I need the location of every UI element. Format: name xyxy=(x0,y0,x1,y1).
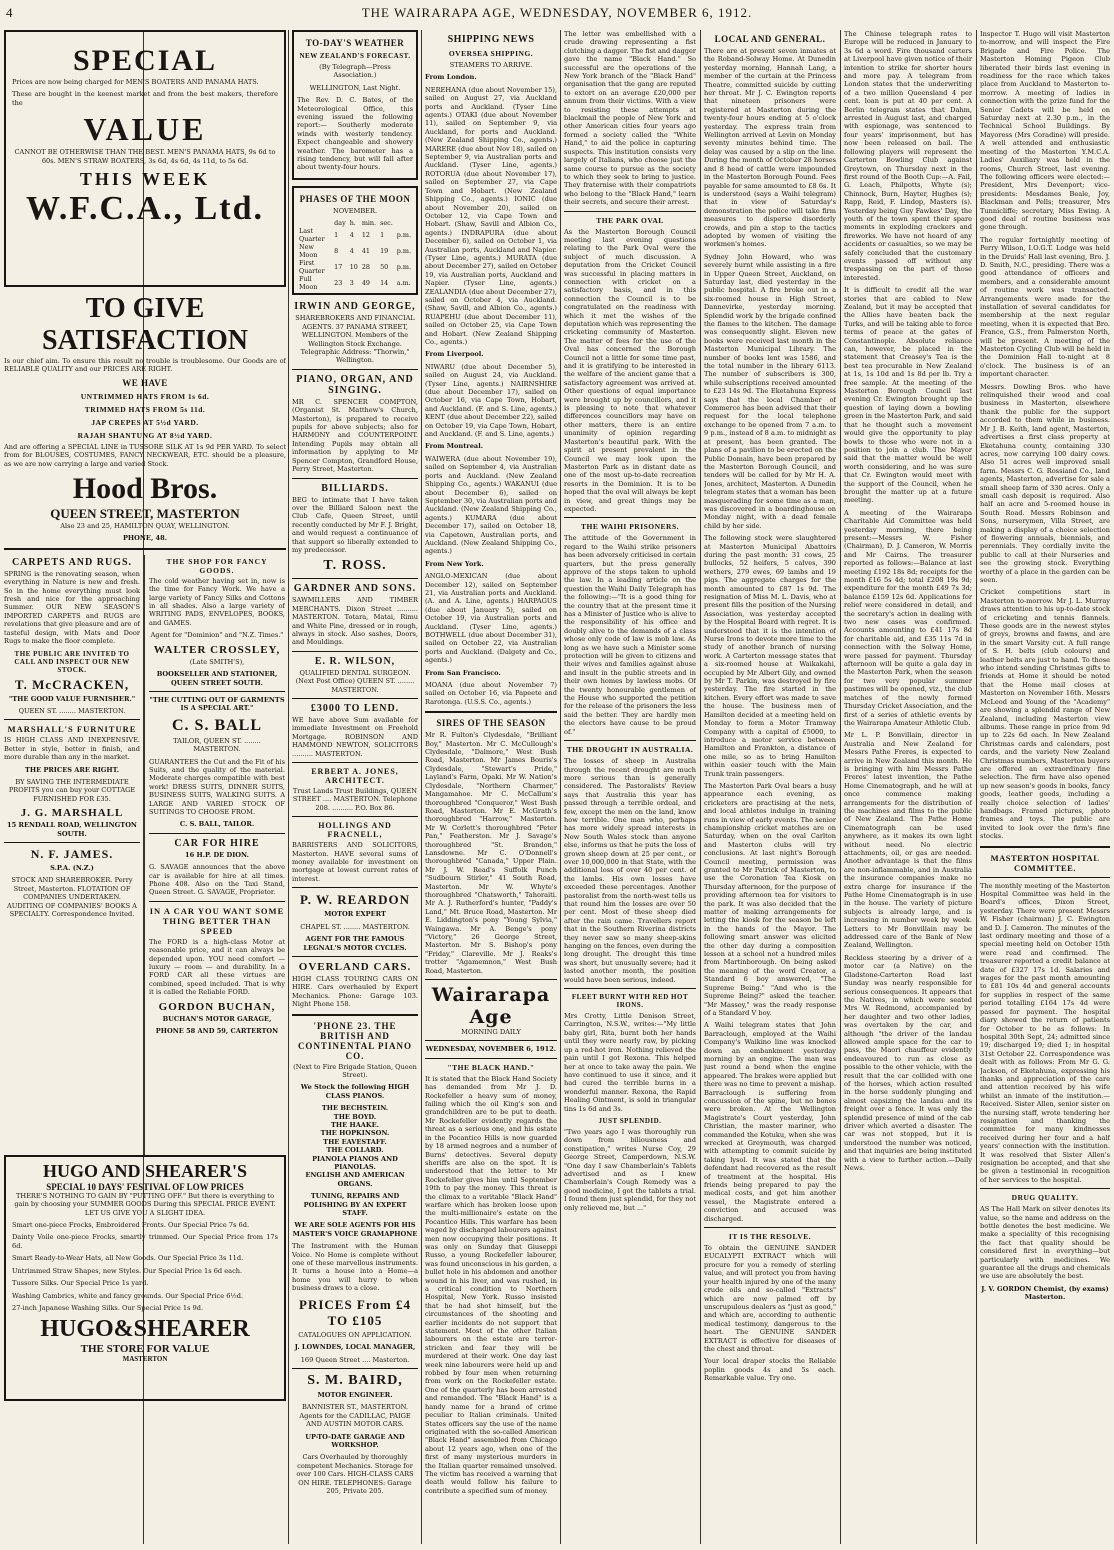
prisoners-title: THE WAIHI PRISONERS. xyxy=(580,522,679,532)
divider xyxy=(425,1040,557,1041)
page-number: 4 xyxy=(6,5,14,20)
moon-cell: p.m. xyxy=(396,231,411,240)
splendid-body: "Two years ago I was thoroughly run down from biliousness and constipation," writes Nurse Coy, 29 George Street, Camperdown, N.S.W. "One day I saw Chamberlain's Tablets advertised and as I knew Chamberlain's Cough Remedy was a good medicine, I got the tablets a trial. I found them just splendid, for they not only relieved me, but ..." xyxy=(564,1127,696,1212)
baird-name: S. M. BAIRD, xyxy=(307,1372,403,1388)
divider xyxy=(4,842,140,843)
editorial-continued: The letter was embellished with a crude drawing representing a fist clutching a dagger. The fist and dagger gave the name "Black Hand." So successful are the operations of the New York branch of the "Black Hand" organisation that the gang are reputed to extort on an average £20,000 per annum from their victims. With a view to resisting these attempts at blackmail the people of New York and other American cities four years ago formed a society called the "White Hand," to aid the police in capturing suspects. This institution consists very largely of Italians, who choose just the same course to pursue as the society to which they seek to bring to justice. They fraternise with their compatriots who belong to the "Black Hand," learn their secrets, and secure their arrest. xyxy=(564,30,696,207)
special-body-2: These are bought in the keenest market and from the best makers, therefore the xyxy=(12,90,278,107)
column-5 xyxy=(704,30,836,1544)
column-7 xyxy=(980,30,1110,1544)
column-1 xyxy=(4,30,286,1544)
ball-body: GUARANTEES the Cut and the Fit of his Suits, and the quality of the material. Moderate charges compatible with best work! DRESS SUITS, DINNER SUITS, BUSINESS SUITS, WALKING SUITS. A LARGE AND VARIED STOCK OF SUITINGS TO CHOOSE FROM. xyxy=(149,757,285,816)
baird-garage: UP-TO-DATE GARAGE AND WORKSHOP. xyxy=(305,1432,405,1449)
british-item: THE EAVESTAFF. xyxy=(323,1137,387,1146)
divider xyxy=(4,719,140,720)
column-rule xyxy=(976,30,977,1544)
local-body-2: Sydney John Howard, who was severely burnt while assisting in a fire in Upper Queen Street, Auckland, on Saturday last, died yesterday in the public hospital. A fire broke out in a six-roomed house in High Street, Dannevirke, yesterday morning. Splendid work by the brigade confined the flames to the kitchen. The damage was consequently slight. Eleven new books were received last month in the Masterton Municipal Library. The number of books lent was 1586, and the total number in the library 6113. The number of subscribers is 300, while subscriptions received amounted to £23 14s 9d. The Eketahuna Express says that the local Chamber of Commerce has been advised that their request for the local telephone exchange to be opened from 7 a.m. to 9 p.m., instead of 8 a.m. to midnight as at present, has been granted. The plans of a pavilion to be erected on the Public Domain, have been prepared by the Masterton Borough Council, and tenders will be called for by Mr H. A. Jones, architect, Masterton. A Dunedin telegram states that a woman has been masquerading for some time as a man, was discovered in a boardinghouse on Monday night, with a dead female child by her side. xyxy=(704,252,836,530)
moon-row xyxy=(297,275,413,291)
hood-address-2: Also 23 and 25, HAMILTON QUAY, WELLINGTON. xyxy=(60,522,230,531)
weather-body: The Rev. D. C. Bates, of the Meteorological Office, this evening issued the following report:— Southerly moderate winds with westerly tendency. Expect changeable and showery weather. The barometer has a rising tendency, but will fall after about twenty-four hours. xyxy=(297,96,413,172)
marshall-body: IS HIGH CLASS AND INEXPENSIVE. Better in style, better in finish, and more durable than any in the market. xyxy=(4,736,140,762)
oval-body: As the Masterton Borough Council meeting last evening questions relating to the Park Oval were the subject of much discussion. A deputation from the Cricket Council was successful in placing matters in connection with cricket on a satisfactory basis, and in this connection the Council is to be congratulated on the readiness with which it met the wishes of the deputation which was representing the cricketing community of Masterton. The matter of fees for the use of the Oval has concerned the Borough Council not a little for some time past, and it is gratifying to be interested in the welfare of the ancient game that a satisfactory agreement was arrived at. Other questions of equal importance were brought up by councillors, and it is pleasing to note that whatever differences councillors may have on other matters, there is an entire unanimity of opinion regarding Masterton's beautiful park. With the spirit at present prevalent in the Council we may look upon the Masterton Park as in distant date as one of the most up-to-date recreation resorts in the Dominion. It is to be hoped that the oval will always be kept in view, and great things may be expected. xyxy=(564,227,696,513)
hood-address: QUEEN STREET, MASTERTON xyxy=(50,506,240,522)
burnt-title: FLEET BURNT WITH RED HOT IRONS. xyxy=(571,993,689,1010)
we-have: WE HAVE xyxy=(122,377,168,388)
prices-range: PRICES From £4 TO £105 xyxy=(299,1296,411,1328)
hats-2: TRIMMED HATS FROM 5s 11d. xyxy=(84,404,206,414)
billiards-title: BILLIARDS. xyxy=(321,482,389,494)
local-body-3: The following stock were slaughtered at Masterton Municipal Abattoirs during the past month: 31 cows, 25 bullocks, 52 heifers, 5 calves, 390 wethers, 279 ewes, 69 lambs and 19 pigs. The aggregate charges for the month amounted to £87 1s 9d. The resignation of Miss M. L. Davis, who at present fills the position of the Nursing Association, was yesterday accepted by the Hospital Board with regret. It is understood that it is the intention of Nurse Irons to devote more time to the study of another branch of nursing work. A Carterton message states that a six-roomed house at Waikakahi, occupied by Mr Albert Gily, and owned by Mr T. Parkin, was destroyed by fire yesterday. The fire started in the kitchen. Every effort was made to save the house. The business men of Hamilton decided at a meeting held on Monday to form a Motor Tramway Company with a capital of £5000, to introduce a motor service between Hamilton and Frankton, a distance of one mile, so as to bring Hamilton within easier touch with the Main Trunk train passengers. xyxy=(704,534,836,778)
shop-body: The cold weather having set in, now is the time for Fancy Work. We have a large variety of Fancy Silks and Cottons in all shades. Also a large variety of WRITING PADS, ENVELOPES, BOOKS, and GAMES. xyxy=(149,576,285,627)
local-body-3: A meeting of the Wairarapa Charitable Aid Committee was held yesterday morning, there being present:—Messrs W. Fisher (Chairman), D. J. Cameron, W. Morris and Mr Cairns. The treasurer reported as follows:—Balance at last meeting £192 18s 8d; receipts for the month £16 5s 4d; total £208 19s 9d; expenditure for the month £49 7s 3d; balance £159 12s 6d. Applications for relief were considered in detail, and the secretary's action in dealing with two new cases was confirmed. Accounts amounting to £41 17s 8d for charitable aid, and £35 11s 7d in connection with the Solway Home, were passed for payment. Thursday afternoon will be quite a gala day in the Masterton Park, when the season for two very popular summer pastimes will be opened, viz., the club matches of the newly formed Thursday Cricket Association, and the first of a series of athletic events by the Wairarapa Amateur Athletic Club. xyxy=(844,508,972,727)
jones-body: Trust Lands Trust Buildings, QUEEN STREET .... MASTERTON. Telephone 208. .......... P.O. Box 86. xyxy=(292,787,418,812)
drug-title: DRUG QUALITY. xyxy=(1011,1193,1079,1203)
burnt-body: Mrs Crotty, Little Denison Street, Carrington, N.S.W., writes:—"My little baby girl, Rita, burnt both her hands until they were nearly raw, by picking up a red-hot iron. Nothing relieved the pain until I got Rexona. This helped her at once to take away the pain. We have continued to use it since, and it had cured the terrible burns in a wonderful manner. Rexona, the Rapid Healing Ointment, is sold in triangular tins 1s 6d and 3s. xyxy=(564,1012,696,1113)
hugo-item: Washing Cambrics, white and fancy grounds. Our Special Price 6½d. xyxy=(12,1291,244,1300)
ad-subcol-right xyxy=(149,555,285,1155)
sires-body: Mr R. Fulton's Clydesdale, "Brilliant Boy," Masterton. Mr C. McCullough's Clydesdale, "Dalmore," West Bush Road, Masterton. Mr James Bouris's Clydesdale, "Stewart's Pride," Layland's Farm, Opaki. Mr W. Nation's Clydesdale, "Northern Charmer," Mangamahoe. Mr C. McCallum's thoroughbred "Conqueror," West Bush Road, Masterton. Mr E. McGrath's thoroughbred "Harrow," Masterton. Mr W. Corlett's thoroughbred "Peter Pan," Featherston. Mr J. Savage's thoroughbred "St. Brandon," Lansdowne. Mr C. O'Donnell's thoroughbred "Canada," Upper Plain. Mr J. W. Read's Suffolk Punch "Sudbourn Stirler," 41 South Road, Masterton. Mr W. Whyte's thoroughbred "Chatsworth," Tahoraiti. Mr A. J. Rutherford's hunter, "Paddy's Land," Mt. Bruce Road, Masterton. Mr E. Liddington's pony "Young Sylvia," Waingawa. Mr A. Benge's pony "Victory," 26 George Street, Masterton. Mr S. Bishop's pony "Friday," Clareville. Mr J. Reaks's trotter "Agamemnon," West Bush Road, Masterton. xyxy=(425,731,557,975)
local-body-4: The Masterton Park Oval bears a busy appearance each evening, as cricketers are practising at the nets, and local athletes indulge in training runs in view of early events. The senior championship cricket matches are on Saturday, when on the oval Carlton and Masterton clubs will try conclusions. At last night's Borough Council meeting, permission was granted to Mr Patrick of Masterton, to use the Coronation Tea Kiosk on Thursday afternoon, for the purpose of providing afternoon tea for visitors to the park. It was also decided that the matter of making arrangements for letting the kiosk for the season be left in the hands of the Mayor. The following smart answer was elicited the other day during a composition lesson at a school not a hundred miles from Martinborough. On being asked the meaning of the word Creator, a Standard 6 boy answered, "The Supreme Being." "And who is the Supreme Being?" asked the teacher. "Mr Massey," was the ready response of a Standard V boy. xyxy=(704,781,836,1017)
special-title: SPECIAL xyxy=(72,44,218,77)
moon-header-cell xyxy=(297,219,332,227)
resolve-title: IT IS THE RESOLVE. xyxy=(728,1232,812,1242)
moon-box xyxy=(292,186,418,295)
ross-name: T. ROSS. xyxy=(323,558,387,574)
column-3 xyxy=(425,30,557,1544)
gardner-body: SAWMILLERS AND TIMBER MERCHANTS. Dixon Street .......... MASTERTON. Totara, Matai, Rimu and White Pine, dressed or in rough, always in stock. Also sashes, Doors, and Mouldings. xyxy=(292,596,418,647)
lend-title: £3000 TO LEND. xyxy=(310,703,400,714)
divider xyxy=(292,816,418,817)
car-body: G. SAVAGE announces that the above car is available for hire at all times. Phone 408. Also on the Taxi Stand, Queen Street. G. SAVAGE, Proprietor. xyxy=(149,863,285,897)
ball-sign: C. S. BALL, TAILOR. xyxy=(179,820,255,829)
moon-cell: First Quarter xyxy=(299,259,325,276)
moon-cell: 19 xyxy=(380,247,389,256)
british-body: The Instrument with the Human Voice. No Home is complete without one of these marvellous instruments. It turns a house into a Home—a home you will hurry to when business draws to a close. xyxy=(292,1242,418,1293)
drug-body: AS The Hall Mark on silver denotes its value, so the name and address on the bottle denotes the best medicine. We make a speciality of this recognising the fact that quality should be considered first in everything—but particularly with medicines. We guarantee all the drugs and chemicals we use are absolutely the best. xyxy=(980,1205,1110,1281)
moon-row xyxy=(297,227,413,243)
local-body: Inspector T. Hugo will visit Masterton to-morrow, and will inspect the Fire Brigade and Fire Police. The Masterton Homing Pigeon Club liberated their birds last evening in readiness for the race which takes place from Auckland to Masterton to-morrow. A meeting of ladies in connection with the prize fund for the Senior Cadets will be held on Saturday next at 2.30 p.m., in the Technical School Buildings. By Mayoress (Mrs Coradine) will preside. A well attended and enthusiastic meeting of the Masterton Y.M.C.A. Ladies' Auxiliary was held in the rooms, Church Street, last evening. The following officers were elected:—President, Mrs Devenport; vice-presidents: Mesdames Beale, Joy, Blackman and Pells; treasurer, Mrs Tunnicliffe; secretary, Miss Ewing. A good deal of routine business was gone through. xyxy=(980,30,1110,232)
moon-cell: Last Quarter xyxy=(299,227,325,244)
give-satisfaction-title: TO GIVE SATISFACTION xyxy=(42,293,248,356)
moon-cell: p.m. xyxy=(396,247,411,256)
lend-body: WE have above Sum available for immediate Investment on Freehold Mortgage. ROBINSON AND HAMMOND NEWTON, SOLICITORS .......... MASTERTON. xyxy=(292,716,418,758)
moon-month: NOVEMBER. xyxy=(332,207,378,215)
moon-cell: 12 xyxy=(361,231,370,240)
piano-title: PIANO, ORGAN, AND SINGING. xyxy=(296,373,414,396)
moon-cell: Full Moon xyxy=(299,275,318,292)
hugo-item: Smart one-piece Frocks, Embroidered Fronts. Our Special Price 7s 6d. xyxy=(12,1221,250,1230)
column-4 xyxy=(564,30,696,1544)
moon-cell: 14 xyxy=(380,279,389,288)
british-address: (Next to Fire Brigade Station, Queen Street). xyxy=(293,1062,417,1079)
oversea-title: OVERSEA SHIPPING. xyxy=(448,49,534,58)
moon-cell: 23 xyxy=(334,279,343,288)
hood-bros-logo: Hood Bros. xyxy=(72,472,218,506)
column-rule xyxy=(421,30,422,1544)
moon-cell: 1 xyxy=(380,231,385,240)
local-body: The Chinese telegraph rates to Europe will be reduced in January to 3s 6d a word. Fire thousand carters at Liverpool have given notice of their intention to strike for shorter hours and more pay. A telegram from London states that the underwriting of a two million Queensland 4 per cent. loan is put at 40 per cent. A Berlin telegram states that Dahm, arrested in August last, and charged with espionage, was sentenced to four years' imprisonment, but has now been released on bail. The following players will represent the Carterton Bowling Club against Greytown, on Thursday next in the first round of the Booth Cup:—A. Fail, G. Leach, Philpotts, Whyte (s); Chinnock, Burn, Hayter, Hughes (s); Rapp, Reid, F. Lindop, Masters (s). Yesterday being Guy Fawkes' Day, the youth of the town spent their spare moments in exploding crackers and fireworks. We have not heard of any accidents or casualties, so we may be safely concluded that the customary events passed off without any trespassing on the part of those interested. xyxy=(844,30,972,282)
paper-subtitle: MORNING DAILY xyxy=(461,1028,521,1037)
moon-cell: 28 xyxy=(361,263,370,272)
hugo-footer: MASTERTON xyxy=(122,1355,168,1364)
james-role: S.P.A. (N.Z.) xyxy=(50,863,94,872)
divider xyxy=(4,548,286,550)
piano-body: MR C. SPENCER COMPTON, (Organist St. Matthew's Church, Masterton), is prepared to receive pupils for above subjects; also for HARMONY and COUNTERPOINT. Intending Pupils may obtain all information by applying to Mr Spencer Compton, Grandford House, Perry Street, Masterton. xyxy=(292,397,418,474)
moon-cell: 17 xyxy=(334,263,343,272)
hugo-tagline: THE STORE FOR VALUE xyxy=(80,1343,210,1356)
ford-title: IN A CAR YOU WANT SOME THING BETTER THAN SPEED xyxy=(149,905,285,936)
from-liverpool: From Liverpool. xyxy=(425,350,484,359)
baird-body: BANNISTER ST., MASTERTON. Agents for the CADILLAC, PAIGE AND AUSTIN MOTOR CARS. xyxy=(299,1403,411,1429)
divider xyxy=(564,740,696,741)
from-new-york: From New York. xyxy=(425,559,484,568)
jones-name: ERBERT A. JONES, ARCHITECT. xyxy=(311,767,399,786)
hood-phone: PHONE, 48. xyxy=(122,534,168,543)
hugo-title: HUGO AND SHEARER'S xyxy=(42,1160,248,1181)
moon-cell: p.m. xyxy=(396,263,411,272)
carpets-body: SPRING is the renovating season, when everything in Nature is new and fresh. So in the home everything must look fresh and nice for the approaching Summer. OUR NEW SEASON'S IMPORTED CARPETS and RUGS are revelations that give pleasure and are of tasteful design, with Mats and Door Rugs to make the floor complete. xyxy=(4,569,140,646)
hospital-title: MASTERTON HOSPITAL COMMITTEE. xyxy=(990,852,1100,873)
james-body: STOCK AND SHAREBROKER. Perry Street, Masterton. FLOTATION OF COMPANIES UNDERTAKEN. AUDITING OF COMPANIES' BOOKS A SPECIALTY. Correspondence Invited. xyxy=(7,876,137,918)
local-body-5: Reckless steering by a driver of a motor car (a Native) on the Gladstone-Carterton Road last Sunday was nearly responsible for serious consequences. It appears that the Natives, in which were seated Mrs W. Redmond, accompanied by her daughter and two other ladies, was overtaken by the car, and although "the driver of the landau allowed ample space for the car to pass, the Maori chauffeur evidently endeavoured to run as close as possible to the other vehicle, with the result that the car collided with one of the horses, which action resulted in the horse suddenly plunging and almost capsizing the landau and its freight over a fence. It was only the splendid presence of mind of the cab driver which averted a disaster. The car was not stopped, but it is understood the number was noticed, and that inquiries are being instituted with a view to further action.—Daily News. xyxy=(844,953,972,1173)
hugo-logo: HUGO&SHEARER xyxy=(40,1316,250,1343)
wfca-logo: W.F.C.A., Ltd. xyxy=(25,190,265,228)
divider xyxy=(425,711,557,713)
divider xyxy=(292,578,418,579)
moon-cell: 4 xyxy=(349,247,354,256)
divider xyxy=(149,691,285,692)
ball-name: C. S. BALL xyxy=(171,716,263,734)
divider xyxy=(425,979,557,980)
divider xyxy=(980,1188,1110,1189)
weather-place: WELLINGTON, Last Night. xyxy=(309,83,401,92)
moon-cell: a.m. xyxy=(396,279,411,288)
moon-header-cell: min. xyxy=(361,219,377,228)
british-item: PIANOLA PIANOS AND PIANOLAS. xyxy=(312,1154,398,1171)
weather-title: TO-DAY'S WEATHER xyxy=(305,38,405,48)
british-item: ENGLISH AND AMERICAN ORGANS. xyxy=(305,1171,405,1188)
irwin-name: IRWIN AND GEORGE, xyxy=(294,301,416,313)
hugo-item: Smart Ready-to-Wear Hats, all New Goods. Our Special Price 3s 11d. xyxy=(12,1254,244,1263)
wilson-name: E. R. WILSON, xyxy=(314,655,396,667)
hats-4: RAJAH SHANTUNG AT 8½d YARD. xyxy=(77,430,213,440)
reardon-address: CHAPEL ST. ........ MASTERTON. xyxy=(300,922,410,931)
moon-header-cell xyxy=(395,219,413,227)
hugo-item: Untrimmed Straw Shapes, new Styles. Our Special Price 1s 6d each. xyxy=(12,1266,243,1275)
divider xyxy=(149,901,285,902)
moon-cell: 3 xyxy=(349,279,354,288)
moon-cell: 4 xyxy=(349,231,354,240)
divider xyxy=(292,887,418,888)
moon-cell: 10 xyxy=(349,263,358,272)
column-rule xyxy=(700,30,701,1544)
irwin-body: SHAREBROKERS AND FINANCIAL AGENTS. 37 PANAMA STREET, WELLINGTON. Members of the Wellington Stock Exchange. Telegraphic Address: "Thorwin," Wellington. xyxy=(295,314,415,365)
buchan-name: GORDON BUCHAN, xyxy=(158,1000,276,1013)
ford-body: The FORD is a high-class Motor at reasonable price, and it can always be depended upon. YOU need comfort — luxury — room — and durability. In a FORD CAR all these virtues are combined, speed included. That is why it is called the Reliable FORD. xyxy=(149,937,285,997)
reardon-role: MOTOR EXPERT xyxy=(324,910,386,919)
resolve-body: To obtain the GENUINE SANDER EUCALYPTI EXTRACT which will procure for you a remedy of sterling value, and will protect you from having your health injured by one of the many crude oils and so-called "Extracts" which are now palmed off by unscrupulous dealers as "just as good," and which are, according to authentic medical testimony, dangerous to the heart. The GENUINE SANDER EXTRACT is effective for diseases of the chest and throat. xyxy=(704,1244,836,1353)
moon-row xyxy=(297,259,413,275)
moon-header-cell: h. xyxy=(349,219,356,228)
carpets-title: CARPETS AND RUGS. xyxy=(11,556,133,568)
hugo-shearer-advert xyxy=(4,1155,286,1401)
shipping-body-5: MOANA (due about November 7) sailed on October 16, via Papeete and Rarotonga. (U.S.S. Co., agents.) xyxy=(425,681,557,706)
lowndes-name: J. LOWNDES, LOCAL MANAGER, xyxy=(294,1343,416,1352)
ad-subcol-left xyxy=(4,555,140,1155)
hospital-body: The monthly meeting of the Masterton Hospital Committee was held in the Board's offices, Dixon Street, yesterday. There were present Messrs W. Fisher (chairman) J. C. Ewington and D. J. Cameron. The minutes of the last ordinary meeting and those of a special meeting held on October 15th were read and confirmed. The treasurer reported a credit balance at date of £327 17s 1d. Salaries and wages for the past month amounting to £81 10s 4d and general accounts for supplies in respect of the same period totalling £164 17s 4d were passed for payment. The hospital diary showed the return of patients for October to be as follows: In hospital 30th Sept, 24; admitted since 19; discharged 19; died 1; in hospital 31st October 22. Correspondence was dealt with as follows: From Mr G. G. Jackson, of Eketahuna, expressing his thanks and appreciation of the care and attention received by his wife whilst an inmate of the institution.—Received. Sister Allen, senior sister on the nursing staff, wrote tendering her resignation and thanking the committee for many kindnesses received during her four and a half years' connection with the institution. It was resolved that Sister Allen's resignation be accepted, and that she be given a testimonial in recognition of her services to the hospital. xyxy=(980,881,1110,1184)
hollings-body: BARRISTERS AND SOLICITORS, Masterton. HAVE several sums of money available for investment on mortgage at lowest current rates of interest. xyxy=(292,841,418,883)
divider xyxy=(292,698,418,699)
divider xyxy=(564,517,696,518)
divider xyxy=(564,988,696,989)
column-rule xyxy=(560,30,561,1544)
hats-3: JAP CREPES AT 5½d YARD. xyxy=(91,417,199,427)
value-body: CANNOT BE OTHERWISE THAN THE BEST. MEN'S PANAMA HATS, 9s 6d to 60s. MEN'S STRAW BOATERS, 3s 6d, 4s 6d, 4s 11d, to 5s 6d. xyxy=(14,148,276,165)
splendid-title: JUST SPLENDID. xyxy=(598,1116,662,1125)
value-title: VALUE xyxy=(83,111,207,148)
local-body-2: It is difficult to credit all the war stories that are cabled to New Zealand, but it may be accepted that the Allies have beaten back the Turks, and will be taking able to force terms of peace at the gates of Constantinople. Absolute reliance can, however, be placed in the statement that Creasey's Tea is the best tea procurable in New Zealand at 1s, 1s 10d and 1s 8d per lb. Try a free sample. At the meeting of the Masterton Borough Council last evening Cr. Ewington brought up the question of laying down a bowling green in the Masterton Park, and said that he thought such a movement would give the opportunity to play bowls to those who were not in a position to join a club. The Mayor said that the matter would be well worth considering, and he was sure that Cr. Ewington would meet with the support of the Council, when he brought the matter up at a future meeting. xyxy=(844,286,972,505)
local-body-5: A Waihi telegram states that John Barraclough, employed at the Waihi Company's Waikino line was knocked down an embankment yesterday morning by an engine. The man was just round a bend when the engine appeared. The brakes were applied but there was no time to prevent a mishap. Barraclough is suffering from concussion of the spine, but no bones were broken. At the Wellington Magistrate's Court yesterday, John Christian, the master mariner, who commanded the Kotuku, when she was wrecked at Greymouth, was charged with attempting to commit suicide by taking lysol. It was stated that the defendant had recovered as the result of treatment at the hospital. His friends being prepared to pay the medical costs, and get him another vessel, the Magistrate entered a conviction and accused was discharged. xyxy=(704,1021,836,1223)
hollings-name: HOLLINGS AND FRACNELL, xyxy=(318,821,392,840)
public-title: THE PUBLIC ARE INVITED TO CALL AND INSPECT OUR NEW STOCK. xyxy=(14,649,130,674)
divider xyxy=(425,1058,557,1059)
moon-header-cell: sec. xyxy=(380,219,393,228)
divider xyxy=(292,369,418,370)
column-rule xyxy=(288,30,289,1544)
mccracken-address: QUEEN ST. ........ MASTERTON. xyxy=(18,706,126,715)
local-general-title: LOCAL AND GENERAL. xyxy=(714,34,826,44)
special-body: Prices are now being charged for MEN'S BOATERS AND PANAMA HATS. xyxy=(12,78,259,86)
moon-header-cell: day xyxy=(334,219,346,228)
british-stock: We Stock the following HIGH CLASS PIANOS. xyxy=(300,1083,410,1100)
resolve-footer: Your local draper stocks the Reliable poplin goods 4s and 5s each. Remarkable value. Try one. xyxy=(704,1357,836,1383)
reardon-agent: AGENT FOR THE FAMOUS LEGNAL'S MOTOR CYCLES. xyxy=(303,935,407,952)
baird-role: MOTOR ENGINEER. xyxy=(317,1390,393,1399)
local-body-3: Messrs. Dowling Bros. who have relinquished their wood and coal business in Masterton, elsewhere thank the public for the support accorded to them while in business. Mr J. B. Keith, land agent, Masterton, advertises a first class property at Eketahuna county, containing 330 acres, now carrying 100 dairy cows. Also 51 acres well improved small farm. Messrs C. G. Rossiand Co., land agents, Masterton, advertise for sale a small sheep farm of 330 acres. Only a small cash deposit is required. Also half an acre and 5-roomed house in South Road. Messrs Robinson and Sons, nurserymen, Villa Street, are making a display of a choice selection of flowering annuals, biennials, and perennials. They cordially invite the public to call at their Nurseries and see the growing stock. Everything worthy of a place in the garden can be seen. xyxy=(980,382,1110,584)
local-body-2: The regular fortnightly meeting of Perry Wilson, I.O.G.T. Lodge was held in the Druids' Hall last evening, Bro. J. D. Smith, N.C., presiding. There was a good attendance of officers and members, and a considerable amount of routine work was transacted. Arrangements were made for the installation of several candidates for membership at the next regular meeting, when it is expected that Bro. France, G.S., from Palmerston North, will be present. A meeting of the Masterton Cycling Club will be held in the Dominion Hall to-night at 8 o'clock. The business is of an important character. xyxy=(980,235,1110,379)
moon-table xyxy=(297,219,413,291)
divider xyxy=(980,846,1110,848)
marshall-address: 15 RENDALL ROAD, WELLINGTON SOUTH. xyxy=(7,821,137,838)
shipping-body-4: ANGLO-MEXICAN (due about December 12), sailed on September 21, via Australian ports and Auckland. (A. and A. Line, agents.) HARPAGUS (due about January 5), sailed on October 19, via Australian ports and Auckland. (Tyser Line, agents.) BOTHWELL (due about December 31), sailed on October 22, via Australian ports and Auckland. (Dalgety and Co., agents.) xyxy=(425,572,557,665)
car-spec: 16 H.P. DE DION. xyxy=(185,850,249,859)
james-name: N. F. JAMES. xyxy=(30,846,114,861)
prisoners-body: The attitude of the Government in regard to the Waihi strike prisoners has been adversely criticised in certain quarters, but the press generally approve of the steps taken to uphold the law. In a leading article on the question the Waihi Daily Telegraph has the following:—"It is a good thing for the country that at the present time it has a Minister of Justice who is alive to the responsibility of his office and doubly alive to the demands of a class whose only code of law is mob law. As long as we have such a Minister some protection will be given to citizens and their wives and families against abuse and insult in the public streets and in their own homes by lawless mobs. Of the twenty honourable gentlemen of the House who supported the petition for the release of the prisoners the less said the better. They are hardly men the electors have cause to be proud of." xyxy=(564,534,696,736)
local-body-4: Cricket competitions start in Masterton to-morrow. Mr J. L. Murray draws attention to his up-to-date stock of cricketing and tennis flannels. These goods are in the newest styles of greys, browns and fawns, and are in the smart Varsity cut. A full range of S. H. belts (club colours) and leather belts are just to hand. To those who intend sending Christmas gifts to friends at Home it should be noted that the Home mail closes at Masterton on November 16th. Messrs McLeod and Young of the "Academy" are showing a splendid range of New Zealand, including Masterton view albums. These range in price from 9d up to 22s 6d each. In New Zealand Christmas cards and calendars, post cards, and the variety New Zealand Christmas numbers, Masterton buyers are offered an extraordinary fine selection. The firm have also opened up new season's goods in books, fancy goods, leather goods, including a really choice selection of ladies' handbags. Framed pictures, photo frames and toys. The public are invited to look over the firm's fine stocks. xyxy=(980,588,1110,841)
column-rule xyxy=(840,30,841,1544)
british-item: THE HAAKE. xyxy=(331,1120,379,1129)
catalogue-note: CATALOGUES ON APPLICATION. xyxy=(298,1330,412,1339)
from-san-francisco: From San Francisco. xyxy=(425,668,501,677)
drought-body: The losses of sheep in Australia through the recent drought are much more serious than is generally considered. The Pastoralists' Review says that Australia this year has passed through a terrible ordeal, and few, except the men on the land, know how terrible. One man who, perhaps has more widely spread interests in New South Wales stock than anyone else, informs us that he puts the loss of grown sheep down at 25 per cent., or over 10,000,000 in that State, with the additional loss of over 40 per cent. of the lambs. His own losses have exceeded these percentages. Another pastoralist from the north-west tells us that round him the losses are over 50 per cent. Most of these sheep died after the rain came. Travellers report that in the Southern Riverina districts they never saw so many sheep-skins hanging on the fences, even during the long drought. The drought this time was short, but unusually severe; had it lasted another month, the position would have been serious, indeed. xyxy=(564,757,696,984)
crossley-name: WALTER CROSSLEY, xyxy=(153,643,281,656)
reardon-name: P. W. REARDON xyxy=(299,892,411,908)
buchan-role: BUCHAN'S MOTOR GARAGE, xyxy=(162,1014,272,1023)
ball-tag: "THE CUTTING OUT OF GARMENTS IS A SPECIAL ART." xyxy=(149,695,285,713)
divider xyxy=(292,1014,418,1016)
shop-title: THE SHOP FOR FANCY GOODS. xyxy=(166,556,268,575)
drought-title: THE DROUGHT IN AUSTRALIA. xyxy=(566,745,694,755)
paper-date: WEDNESDAY, NOVEMBER 6, 1912. xyxy=(425,1045,557,1054)
column-2 xyxy=(292,30,418,1544)
editorial-body: It is stated that the Black Hand Society has demanded from Mr J. D. Rockefeller a heavy sum of money, failing which the oil King's son and grandchildren are to be put to death. Mr Rockefeller evidently regards the threat as a serious one, and his estate in the Pocantico Hills is now guarded by 18 armed negroes and a number of Burns' detectives. Several deputy sheriffs are also on the spot. It is understood that the letter to Mr Rockefeller gives him until September 19th to pay the money. This threat is the climax to a veritable "Black Hand" warfare which has broken loose upon the multi-millionaire's estate on the Pocantico Hills. This warfare has been waged by discharged labourers against men now occupying their positions. It was only on Sunday that Giuseppi Russo, a young Rockefeller labourer, was found unconscious in his garden, a bullet hole in his abdomen and another wound in his liver, and was rushed, in a critical condition to Northern Hospital, New York. Russo insisted that he had shot himself, but the circumstances of the shooting and earlier incidents do not support that statement. Most of the other Italian labourers on the estate are terror-stricken and fear they will be murdered at their work. One day last week nine labourers were held up and robbed by four men when returning from work on the Rockefeller estate. One of the quarterly has been arrested and remanded. The "Black Hand" is a handy name for a brand of crime peculiar to Italian criminals. United States officers say the use of the name originated with the so-called American "Black Hand" assembled from Chicago about 12 years ago, when one of the first of many mysterious murders in the Italian quarter remained unsolved. The victim has received a warning that death would follow his failure to contribute a specified sum of money. xyxy=(425,1074,557,1495)
crossley-role: BOOKSELLER AND STATIONER, QUEEN STREET SOUTH. xyxy=(156,670,278,687)
shipping-body-3: WAIWERA (due about November 19), sailed on September 4, via Australian ports and Auckland. (New Zealand Shipping Co., agents.) WAKANUI (due about December 6), sailed on September 30, via Australian ports and Auckland. (New Zealand Shipping Co., agents.) KUMARA (due about December 17), sailed on October 18, via Capetown, Australian ports, and Auckland. (New Zealand Shipping Co., agents.) xyxy=(425,454,557,556)
marshall-right: THE PRICES ARE RIGHT. xyxy=(24,765,119,774)
hugo-item: 27-inch Japanese Washing Silks. Our Special Price 1s 9d. xyxy=(12,1303,204,1312)
oval-title: THE PARK OVAL xyxy=(596,215,664,225)
crossley-sub: (Late SMITH'S), xyxy=(189,657,245,666)
marshall-title: MARSHALL'S FURNITURE xyxy=(7,724,137,735)
from-london: From London. xyxy=(425,73,477,82)
marshall-name: J. G. MARSHALL xyxy=(20,807,124,820)
this-week: THIS WEEK xyxy=(79,169,211,190)
moon-row xyxy=(297,243,413,259)
hugo-subtitle: SPECIAL 10 DAYS' FESTIVAL OF LOW PRICES xyxy=(46,1181,244,1192)
divider xyxy=(149,833,285,834)
ad-subgrid xyxy=(4,555,286,1155)
mccracken-tag: "THE GOOD VALUE FURNISHER." xyxy=(8,694,136,703)
divider xyxy=(704,1227,836,1228)
hugo-item: Dainty Voile one-piece Frocks, smartly trimmed. Our Special Price from 17s 6d. xyxy=(12,1233,278,1250)
moon-header xyxy=(297,219,413,227)
forecast-title: NEW ZEALAND'S FORECAST. xyxy=(299,52,411,60)
shipping-body: NEREHANA (due about November 15), sailed on August 27, via Auckland ports and Auckland. (Tyser Line agents.) OTAKI (due about November 11), sailed on September 9, via Auckland, for ports and Auckland. (New Zealand Shipping Co., agents.) MARERE (due about Nov 18), sailed on September 9, via Australian ports and Auckland. (Tyser Line, agents.) ROTORUA (due about November 17), sailed on September 27, via Cape Town and Hobart. (New Zealand Shipping Co., agents.) IONIC (due about November 20), sailed on October 12, via Cape Town and Hobart. (Shaw, Savill and Albion Co., agents.) INDRAPURA (due about December 6), sailed on October 1, via Australian ports, Auckland and Napier. (Tyser Line, agents.) MURATA (due about December 27), sailed on October 19, via Australian ports, Auckland and Napier. (Tyser Line, agents.) ZEALANDIA (due about December 27), sailed on October 4, via Auckland. (Shaw, Savill, and Albion Co., agents.) RUAPEHU (due about December 11), sailed on October 25, via Cape Town and Hobart. (New Zealand Shipping Co., agents.) xyxy=(425,85,557,346)
british-item: THE COLLARD. xyxy=(326,1146,384,1155)
gardner-name: GARDNER AND SONS. xyxy=(293,583,417,595)
masthead-title: THE WAIRARAPA AGE, WEDNESDAY, NOVEMBER 6, 1912. xyxy=(361,5,753,20)
moon-cell: New Moon xyxy=(299,243,318,260)
billiards-body: BEG to intimate that I have taken over the Billiard Saloon next the Club Cafe, Queen Street, until recently conducted by Mr F. J. Bright, and would request a continuance of that support so liberally extended to my predecessor. xyxy=(292,495,418,554)
divider xyxy=(980,877,1110,878)
shop-agent: Agent for "Dominion" and "N.Z. Times." xyxy=(150,631,284,640)
give-body: Is our chief aim. To ensure this result no trouble is troublesome. Our Goods are of RELIABLE QUALITY and our PRICES ARE RIGHT. xyxy=(4,357,286,374)
shipping-body-2: NIWARU (due about December 5), sailed on August 24, via Auckland. (Tyser Line, agents.) NAIRNSHIRE (due about December 17), sailed on October 16, via Cape Town, Hobart, and Auckland. (F. and S. Line, agents.) KENT (due about December 22), sailed on October 19, via Cape Town, Hobart, and Auckland. (F. and S. Line, agents.) xyxy=(425,362,557,439)
overland-title: OVERLAND CARS. xyxy=(298,960,412,973)
british-list xyxy=(292,1104,418,1188)
masthead xyxy=(0,0,1114,26)
hugo-body: THERE'S NOTHING TO GAIN BY "PUTTING OFF." But there is everything to gain by choosing your SUMMER GOODS During this SPECIAL PRICE EVENT. LET US GIVE YOU A SLIGHT IDEA. xyxy=(14,1191,276,1217)
mccracken-name: T. McCRACKEN, xyxy=(14,676,130,692)
special-line: And are offering a SPECIAL LINE in TUSSORE SILK AT 1s 9d PER YARD. To select from for BLOUSES, COSTUMES, FANCY NECKWEAR, ETC. should be a pleasure, as we are now carrying a large and varied Stock. xyxy=(4,442,286,468)
british-item: THE BOYD. xyxy=(333,1112,377,1121)
baird-footer: Cars Overhauled by thoroughly competent Mechanics. Storage for over 100 Cars. HIGH-CLASS CARS ON HIRE. TELEPHONES: Garage 205, Private 205. xyxy=(296,1453,414,1495)
british-tuning: TUNING, REPAIRS AND POLISHING BY AN EXPERT STAFF. xyxy=(303,1192,407,1218)
column-rule xyxy=(144,555,145,1155)
marshall-buy: BY SAVING THE INTERMEDIATE PROFITS you can buy your COTTAGE FURNISHED FOR £35. xyxy=(8,777,136,803)
wilson-body: QUALIFIED DENTAL SURGEON. (Next Post Office) QUEEN ST. ........ MASTERTON. xyxy=(295,668,415,694)
sires-title: SIRES OF THE SEASON xyxy=(436,718,546,729)
from-montreal: From Montreal. xyxy=(425,442,483,451)
editorial-title: "THE BLACK HAND." xyxy=(447,1062,535,1072)
divider xyxy=(292,1368,418,1369)
special-advert xyxy=(4,30,286,287)
hugo-item-list xyxy=(12,1221,278,1312)
ball-role: TAILOR, QUEEN ST. ........ MASTERTON. xyxy=(173,736,261,754)
british-title: 'PHONE 23. THE BRITISH AND CONTINENTAL PIANO CO. xyxy=(297,1020,413,1061)
divider xyxy=(292,956,418,957)
steamers-title: STEAMERS TO ARRIVE. xyxy=(449,61,533,69)
drug-signature: J. V. GORDON Chemist, (by exams) Masterton. xyxy=(981,1284,1109,1302)
paper-nameplate: Wairarapa Age xyxy=(431,984,551,1029)
divider xyxy=(292,651,418,652)
divider xyxy=(564,211,696,212)
lowndes-address: 169 Queen Street .... Masterton. xyxy=(300,1355,410,1364)
hats-1: UNTRIMMED HATS FROM 1s 6d. xyxy=(80,391,210,401)
moon-cell: 49 xyxy=(361,279,370,288)
divider xyxy=(292,762,418,763)
moon-cell: 8 xyxy=(334,247,339,256)
british-item: THE HOPKINSON. xyxy=(320,1129,390,1138)
car-title: CAR FOR HIRE xyxy=(174,837,260,849)
forecast-by: (By Telegraph—Press Association.) xyxy=(319,63,391,80)
local-body: There are at present seven inmates at the Roband-Solway Home. At Dunedin yesterday morning, Hannah Lang, a member of the curtain at the Princess Theatre, committed suicide by cutting her throat. Mr J. C. Ewington reports that nineteen prisoners were registered at Masterton during the twenty-four hours ending at 5 o'clock yesterday. The express train from Wellington arrived at Levin on Monday seventy minutes behind time. The delay was caused by a slip on the line. During the month of October 28 horses and 8 head of cattle were impounded in the Masterton Borough Pound. Fees payable for same amounted to £8 6s. It is understood (says a Waihi telegram) that in view of Saturday's demonstration the police will take firm measures to disperse disorderly crowds, and pin a stop to the tactics adopted by women of visiting the workmen's homes. xyxy=(704,47,836,249)
buchan-phone: PHONE 58 AND 59, CARTERTON xyxy=(155,1027,279,1036)
moon-title: PHASES OF THE MOON xyxy=(299,194,411,204)
shipping-title: SHIPPING NEWS xyxy=(447,34,535,45)
british-agents: WE ARE SOLE AGENTS FOR HIS MASTER'S VOICE GRAMAPHONE xyxy=(292,1221,418,1238)
moon-cell: 1 xyxy=(334,231,339,240)
hugo-item: Tussore Silks. Our Special Price 1s yard. xyxy=(12,1279,149,1288)
moon-cell: 41 xyxy=(361,247,370,256)
column-6 xyxy=(844,30,972,1544)
moon-cell: 50 xyxy=(380,263,389,272)
divider xyxy=(292,478,418,479)
local-body-4: Mr L. P. Bonvillain, director in Australia and New Zealand for Messrs Pathe Freres, is expected to arrive in New Zealand this month. He is bringing with him Messrs Pathe Freres' latest invention, the Pathe Home Cinematograph, and he will at once commence making arrangements for the distribution of the machines and films to the public of New Zealand. The Pathe Home Cinematograph can be used anywhere, as it makes its own light without need. No electric attachments, oil, or gas are needed. Another advantage is that the films are non-inflammable, and in Australia the insurance companies make no extra charge for insurance if the Pathe Home Cinematograph is in use in the house. The variety of picture subjects is already large, and is increasing in number week by week. Letters to Mr Bonvillain may be addressed care of the Bank of New Zealand, Wellington. xyxy=(844,731,972,950)
british-item: THE BECHSTEIN. xyxy=(321,1104,389,1113)
overland-body: HIGH CLASS TOURING CARS ON HIRE. Cars overhauled by Expert Mechanics. Phone: Garage 103. Night Phone 158. xyxy=(292,974,418,1009)
weather-box xyxy=(292,30,418,180)
